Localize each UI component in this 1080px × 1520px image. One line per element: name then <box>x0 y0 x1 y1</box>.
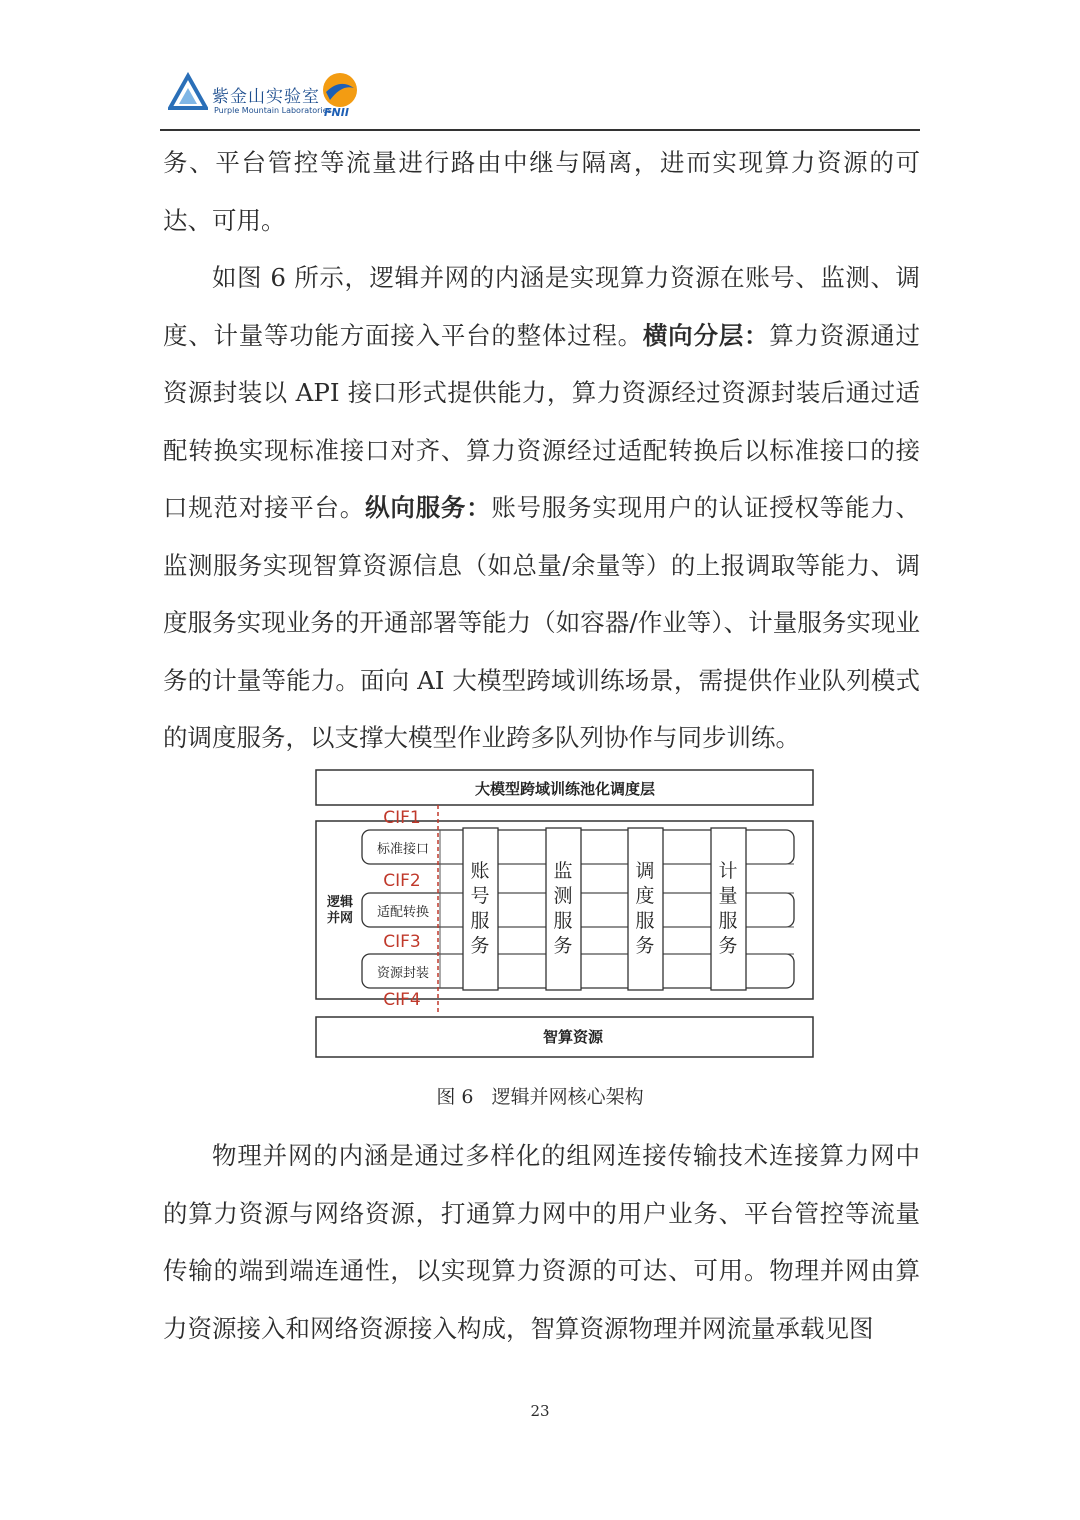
figure-caption-label: 图 6 <box>436 1086 474 1108</box>
service-schedule-char: 务 <box>635 935 655 957</box>
paragraph-1: 务、平台管控等流量进行路由中继与隔离，进而实现算力资源的可达、可用。 <box>163 148 920 235</box>
paragraph-2-part-b: 算力资源通过资源封装以 API 接口形式提供能力，算力资源经过资源封装后通过适配转换实现标准接口对齐、算力资源经过适配转换后以标准接口的接口规范对接平台。 <box>163 320 921 522</box>
purple-mountain-logo-icon <box>168 72 208 112</box>
service-column-metering <box>711 828 746 990</box>
service-monitor-char: 测 <box>553 885 573 907</box>
cif-label: CIF3 <box>383 932 421 952</box>
service-account-char: 服 <box>470 910 490 932</box>
service-column-schedule <box>628 828 663 990</box>
figure-caption <box>0 1082 1080 1109</box>
paragraph-3: 物理并网的内涵是通过多样化的组网连接传输技术连接算力网中的算力资源与网络资源，打通算力网中的用户业务、平台管控等流量传输的端到端连通性，以实现算力资源的可达、可用。物理并网由算力资源接入和网络资源接入构成，智算资源物理并网流量承载见图 <box>163 1141 920 1343</box>
service-metering-char: 务 <box>718 935 738 957</box>
service-schedule-char: 服 <box>635 910 655 932</box>
layer-label-standard-interface: 标准接口 <box>376 842 430 857</box>
lab-name-cn: 紫金山实验室 <box>212 87 320 107</box>
top-layer-label: 大模型跨域训练池化调度层 <box>474 780 656 798</box>
lab-name-en: Purple Mountain Laboratories <box>214 106 332 115</box>
service-account-char: 务 <box>470 935 490 957</box>
cif-label: CIF4 <box>383 990 421 1010</box>
service-monitor-char: 务 <box>553 935 573 957</box>
bold-vertical-services: 纵向服务： <box>365 493 492 522</box>
service-column-account <box>463 828 498 990</box>
cif-label: CIF2 <box>383 871 421 891</box>
service-account-char: 号 <box>470 885 490 907</box>
fnii-logo-icon <box>320 70 360 110</box>
paragraph-2-part-c: 账号服务实现用户的认证授权等能力、监测服务实现智算资源信息（如总量/余量等）的上报调取等能力、调度服务实现业务的开通部署等能力（如容器/作业等）、计量服务实现业务的计量等能力。面向 AI 大模型跨域训练场景，需提供作业队列模式的调度服务，以支撑大模型作业跨多队列协作与同步训练。 <box>163 493 921 752</box>
service-schedule-char: 调 <box>635 860 655 882</box>
page-number: 23 <box>530 1402 550 1420</box>
side-label-line1: 逻辑 <box>326 895 354 910</box>
service-metering-char: 服 <box>718 910 738 932</box>
paragraph-2 <box>163 249 920 767</box>
header-divider <box>160 129 920 131</box>
service-column-monitor <box>546 828 581 990</box>
fnii-logo-text: FNII <box>324 106 349 119</box>
layer-label-adaptation: 适配转换 <box>376 905 430 920</box>
service-account-char: 账 <box>470 860 490 882</box>
side-label-line2: 并网 <box>326 911 354 926</box>
logical-grid-diagram <box>300 760 830 1070</box>
service-metering-char: 量 <box>718 885 738 907</box>
paragraph-2-part-a: 如图 6 所示，逻辑并网的内涵是实现算力资源在账号、监测、调度、计量等功能方面接入平台的整体过程。 <box>163 263 920 350</box>
page-header <box>160 60 920 130</box>
bottom-layer-label: 智算资源 <box>542 1028 604 1046</box>
bold-horizontal-layering: 横向分层： <box>642 320 770 350</box>
service-schedule-char: 度 <box>635 885 655 907</box>
service-monitor-char: 监 <box>553 860 573 882</box>
figure-caption-title: 逻辑并网核心架构 <box>491 1086 644 1108</box>
cif-label: CIF1 <box>383 808 421 828</box>
layer-label-encapsulation: 资源封装 <box>376 966 430 981</box>
service-monitor-char: 服 <box>553 910 573 932</box>
service-metering-char: 计 <box>718 860 738 882</box>
